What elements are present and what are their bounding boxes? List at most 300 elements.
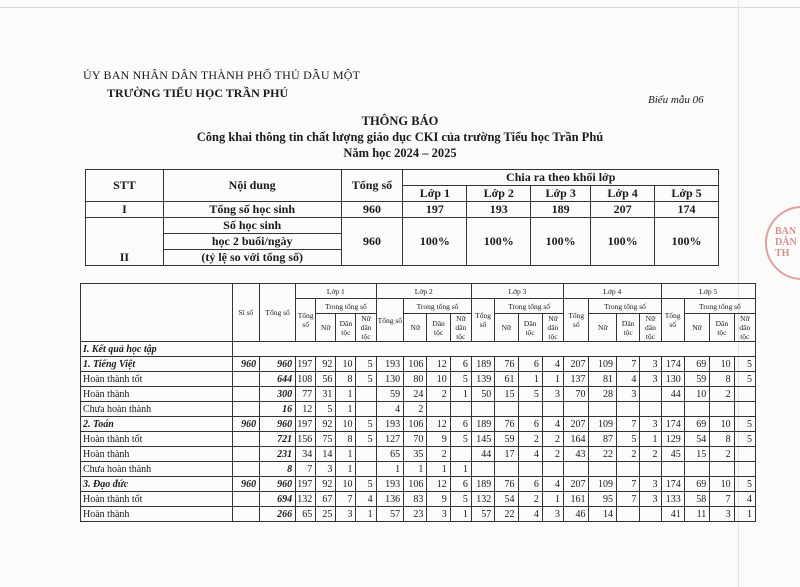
results-cell: 1 (542, 492, 563, 507)
results-cell (495, 462, 518, 477)
results-cell (564, 402, 589, 417)
results-h-tong-1: Tổng số (296, 299, 316, 342)
results-row-total: 960 (260, 477, 296, 492)
summary-h-stt: STT (86, 170, 164, 202)
summary-r1-stt: I (86, 202, 164, 218)
results-cell: 3 (640, 492, 661, 507)
results-cell: 69 (684, 417, 709, 432)
results-row (81, 432, 756, 447)
results-cell: 12 (427, 417, 450, 432)
results-h-trong-2: Trong tổng số (404, 299, 472, 314)
results-cell: 161 (564, 492, 589, 507)
results-cell: 5 (356, 477, 376, 492)
results-cell: 189 (471, 417, 494, 432)
results-h-nu-3: Nữ (495, 314, 518, 342)
results-h-grade-3: Lớp 3 (471, 284, 563, 299)
results-cell: 193 (376, 417, 404, 432)
results-h-nudantoc-5: Nữ dân tộc (734, 314, 755, 342)
results-cell: 1 (450, 507, 471, 522)
results-cell: 56 (316, 372, 336, 387)
results-cell: 132 (296, 492, 316, 507)
summary-r2-v4: 100% (591, 218, 655, 266)
results-cell: 5 (734, 477, 755, 492)
results-cell: 145 (471, 432, 494, 447)
results-row (81, 507, 756, 522)
summary-r1-v4: 207 (591, 202, 655, 218)
results-cell: 1 (336, 402, 356, 417)
results-cell (734, 387, 755, 402)
results-cell: 5 (617, 432, 640, 447)
results-cell (617, 462, 640, 477)
results-h-nudantoc-1: Nữ dân tộc (356, 314, 376, 342)
results-cell: 1 (336, 447, 356, 462)
results-row-label: Chưa hoàn thành (81, 402, 233, 417)
header-school: TRƯỜNG TIỂU HỌC TRẦN PHÚ (107, 86, 289, 100)
results-h-tong-3: Tổng số (471, 299, 494, 342)
results-cell: 2 (710, 447, 734, 462)
results-cell: 5 (356, 372, 376, 387)
results-cell: 59 (376, 387, 404, 402)
results-h-trong-3: Trong tổng số (495, 299, 564, 314)
results-cell: 174 (661, 357, 684, 372)
results-row (81, 357, 756, 372)
results-cell: 57 (376, 507, 404, 522)
results-cell: 54 (495, 492, 518, 507)
results-table (80, 283, 756, 522)
results-cell: 139 (471, 372, 494, 387)
results-h-dantoc-5: Dân tộc (710, 314, 734, 342)
results-h-tong-4: Tổng số (564, 299, 589, 342)
results-cell: 1 (542, 372, 563, 387)
summary-r1-v5: 174 (655, 202, 719, 218)
results-cell: 2 (640, 447, 661, 462)
results-cell: 58 (684, 492, 709, 507)
summary-r2-v1: 100% (403, 218, 467, 266)
results-cell: 50 (471, 387, 494, 402)
results-cell: 5 (356, 432, 376, 447)
results-cell: 189 (471, 357, 494, 372)
results-cell: 95 (589, 492, 617, 507)
results-cell: 4 (542, 357, 563, 372)
results-cell: 136 (376, 492, 404, 507)
results-cell (684, 402, 709, 417)
results-row-label: 3. Đạo đức (81, 477, 233, 492)
results-cell: 65 (376, 447, 404, 462)
results-cell: 164 (564, 432, 589, 447)
results-row (81, 387, 756, 402)
summary-r1-total: 960 (341, 202, 403, 218)
results-h-nu-2: Nữ (404, 314, 427, 342)
results-cell (450, 447, 471, 462)
results-cell: 10 (710, 357, 734, 372)
results-cell: 10 (336, 417, 356, 432)
results-cell: 28 (589, 387, 617, 402)
results-cell: 2 (427, 387, 450, 402)
results-h-dantoc-3: Dân tộc (518, 314, 542, 342)
results-cell: 6 (450, 357, 471, 372)
summary-r1-v3: 189 (531, 202, 591, 218)
summary-r1-v1: 197 (403, 202, 467, 218)
results-cell: 59 (684, 372, 709, 387)
results-cell: 4 (356, 492, 376, 507)
results-h-tong-5: Tổng số (661, 299, 684, 342)
results-h-grade-2: Lớp 2 (376, 284, 471, 299)
results-h-nu-1: Nữ (316, 314, 336, 342)
results-cell: 14 (316, 447, 336, 462)
results-cell: 17 (495, 447, 518, 462)
results-cell (356, 462, 376, 477)
results-cell: 92 (316, 417, 336, 432)
results-row-total: 960 (260, 417, 296, 432)
results-cell: 65 (296, 507, 316, 522)
results-cell: 92 (316, 477, 336, 492)
results-h-dantoc-4: Dân tộc (617, 314, 640, 342)
results-cell: 1 (640, 432, 661, 447)
results-cell: 2 (542, 432, 563, 447)
results-cell: 5 (734, 432, 755, 447)
results-cell: 2 (518, 492, 542, 507)
results-row-siso (232, 507, 260, 522)
results-cell: 108 (296, 372, 316, 387)
results-cell: 7 (617, 417, 640, 432)
results-cell: 35 (404, 447, 427, 462)
results-cell: 67 (316, 492, 336, 507)
summary-r2-label-2: học 2 buổi/ngày (163, 234, 341, 250)
results-cell: 1 (450, 387, 471, 402)
results-cell: 3 (640, 357, 661, 372)
results-cell (734, 447, 755, 462)
results-cell: 5 (734, 372, 755, 387)
results-cell: 2 (542, 447, 563, 462)
results-h-grade-5: Lớp 5 (661, 284, 756, 299)
results-cell: 87 (589, 432, 617, 447)
results-cell: 10 (710, 477, 734, 492)
results-cell: 6 (518, 357, 542, 372)
results-cell: 4 (518, 447, 542, 462)
results-cell (471, 462, 494, 477)
results-cell: 45 (661, 447, 684, 462)
results-cell: 22 (495, 507, 518, 522)
results-cell: 5 (356, 417, 376, 432)
results-row-total: 721 (260, 432, 296, 447)
results-h-trong-5: Trong tổng số (684, 299, 755, 314)
results-row (81, 492, 756, 507)
results-h-trong-1: Trong tổng số (316, 299, 376, 314)
results-cell: 9 (427, 432, 450, 447)
summary-grade-1: Lớp 1 (403, 186, 467, 202)
results-cell: 24 (404, 387, 427, 402)
results-cell: 1 (427, 462, 450, 477)
results-cell (710, 462, 734, 477)
results-cell: 3 (316, 462, 336, 477)
results-cell: 127 (376, 432, 404, 447)
results-cell (640, 402, 661, 417)
results-h-nudantoc-2: Nữ dân tộc (450, 314, 471, 342)
results-cell: 4 (617, 372, 640, 387)
results-row (81, 447, 756, 462)
results-cell: 174 (661, 417, 684, 432)
results-cell: 197 (296, 357, 316, 372)
results-cell: 133 (661, 492, 684, 507)
results-cell: 1 (356, 507, 376, 522)
results-row (81, 462, 756, 477)
results-cell: 2 (617, 447, 640, 462)
results-cell (734, 402, 755, 417)
results-row-total: 960 (260, 357, 296, 372)
results-cell: 76 (495, 477, 518, 492)
summary-h-total: Tổng số (341, 170, 403, 202)
results-cell: 189 (471, 477, 494, 492)
summary-r1-v2: 193 (467, 202, 531, 218)
results-cell: 106 (404, 357, 427, 372)
results-h-trong-4: Trong tổng số (589, 299, 661, 314)
results-cell: 44 (661, 387, 684, 402)
results-cell: 3 (336, 507, 356, 522)
summary-grade-5: Lớp 5 (655, 186, 719, 202)
results-cell: 15 (684, 447, 709, 462)
results-cell: 1 (450, 462, 471, 477)
results-cell (734, 462, 755, 477)
summary-r1-label: Tổng số học sinh (163, 202, 341, 218)
results-cell: 207 (564, 417, 589, 432)
results-cell: 76 (495, 357, 518, 372)
results-cell: 130 (376, 372, 404, 387)
results-cell: 43 (564, 447, 589, 462)
results-cell: 4 (542, 477, 563, 492)
results-cell: 193 (376, 357, 404, 372)
results-cell: 1 (404, 462, 427, 477)
results-cell: 7 (710, 492, 734, 507)
results-cell: 174 (661, 477, 684, 492)
results-cell: 8 (336, 372, 356, 387)
results-row-label: Hoàn thành (81, 387, 233, 402)
results-cell: 5 (450, 372, 471, 387)
results-cell: 5 (734, 417, 755, 432)
results-cell: 4 (376, 402, 404, 417)
summary-grade-3: Lớp 3 (531, 186, 591, 202)
results-cell: 197 (296, 417, 316, 432)
results-cell (661, 462, 684, 477)
results-cell: 5 (450, 432, 471, 447)
results-cell: 34 (296, 447, 316, 462)
results-cell: 59 (495, 432, 518, 447)
results-cell: 6 (450, 417, 471, 432)
results-cell: 3 (542, 387, 563, 402)
results-cell: 7 (617, 492, 640, 507)
scan-border-top (0, 7, 800, 8)
results-row-siso: 960 (232, 477, 260, 492)
results-cell: 3 (542, 507, 563, 522)
results-cell (564, 462, 589, 477)
results-cell (450, 402, 471, 417)
results-cell (495, 402, 518, 417)
results-cell: 1 (734, 507, 755, 522)
summary-r2-label-3: (tỷ lệ so với tổng số) (163, 250, 341, 266)
summary-r2-stt: II (86, 218, 164, 266)
results-cell: 5 (734, 357, 755, 372)
summary-r2-total: 960 (341, 218, 403, 266)
results-h-grade-1: Lớp 1 (296, 284, 377, 299)
results-row-total: 231 (260, 447, 296, 462)
results-cell (518, 402, 542, 417)
results-cell: 130 (661, 372, 684, 387)
results-cell: 10 (684, 387, 709, 402)
results-cell: 132 (471, 492, 494, 507)
results-cell: 1 (336, 462, 356, 477)
results-cell: 8 (336, 432, 356, 447)
results-cell (684, 462, 709, 477)
results-cell: 3 (710, 507, 734, 522)
results-cell: 3 (640, 417, 661, 432)
summary-r2-v3: 100% (531, 218, 591, 266)
results-cell (356, 387, 376, 402)
results-cell: 1 (376, 462, 404, 477)
results-cell: 106 (404, 417, 427, 432)
results-cell (542, 462, 563, 477)
form-number: Biểu mẫu 06 (648, 94, 704, 106)
results-cell (640, 462, 661, 477)
results-cell: 4 (518, 507, 542, 522)
results-cell: 4 (734, 492, 755, 507)
results-row (81, 417, 756, 432)
results-cell: 44 (471, 447, 494, 462)
results-cell: 23 (404, 507, 427, 522)
results-cell: 41 (661, 507, 684, 522)
results-h-dantoc-1: Dân tộc (336, 314, 356, 342)
results-h-tongso: Tổng số (260, 284, 296, 342)
results-row-siso (232, 387, 260, 402)
results-cell: 7 (617, 357, 640, 372)
results-cell: 31 (316, 387, 336, 402)
summary-h-by-grade: Chia ra theo khối lớp (403, 170, 719, 186)
results-cell: 61 (495, 372, 518, 387)
results-cell (356, 402, 376, 417)
results-cell: 5 (518, 387, 542, 402)
header-gov: ỦY BAN NHÂN DÂN THÀNH PHỐ THỦ DẦU MỘT (83, 68, 361, 82)
results-cell: 129 (661, 432, 684, 447)
results-cell: 10 (336, 477, 356, 492)
results-cell (518, 462, 542, 477)
summary-grade-2: Lớp 2 (467, 186, 531, 202)
results-cell (661, 402, 684, 417)
results-cell: 4 (542, 417, 563, 432)
results-cell: 75 (316, 432, 336, 447)
results-row-siso (232, 372, 260, 387)
doc-subtitle: Công khai thông tin chất lượng giáo dục CKI của trường Tiểu học Trần Phú (196, 130, 604, 144)
summary-r2-v5: 100% (655, 218, 719, 266)
results-cell: 70 (404, 432, 427, 447)
results-row-siso (232, 402, 260, 417)
results-row-label: Hoàn thành tốt (81, 492, 233, 507)
results-cell: 69 (684, 477, 709, 492)
results-cell: 6 (518, 417, 542, 432)
results-cell: 109 (589, 417, 617, 432)
results-cell: 8 (710, 432, 734, 447)
results-row-total: 16 (260, 402, 296, 417)
results-row (81, 372, 756, 387)
results-row-total: 694 (260, 492, 296, 507)
results-cell: 12 (427, 477, 450, 492)
results-cell: 2 (427, 447, 450, 462)
results-cell: 12 (296, 402, 316, 417)
results-cell (710, 402, 734, 417)
summary-h-content: Nội dung (163, 170, 341, 202)
results-cell: 81 (589, 372, 617, 387)
results-cell: 46 (564, 507, 589, 522)
results-h-dantoc-2: Dân tộc (427, 314, 450, 342)
results-row-label: Hoàn thành tốt (81, 432, 233, 447)
doc-title: THÔNG BÁO (361, 114, 439, 128)
results-h-nu-4: Nữ (589, 314, 617, 342)
results-cell: 83 (404, 492, 427, 507)
results-cell (640, 507, 661, 522)
results-row-siso: 960 (232, 357, 260, 372)
results-h-nu-5: Nữ (684, 314, 709, 342)
results-cell: 109 (589, 357, 617, 372)
results-cell: 2 (404, 402, 427, 417)
results-row-label: 1. Tiếng Việt (81, 357, 233, 372)
results-cell: 77 (296, 387, 316, 402)
results-cell: 5 (450, 492, 471, 507)
results-cell: 156 (296, 432, 316, 447)
results-row-siso (232, 447, 260, 462)
results-row-label: Hoàn thành (81, 447, 233, 462)
results-cell (356, 447, 376, 462)
results-cell: 207 (564, 477, 589, 492)
results-cell: 137 (564, 372, 589, 387)
results-row-total: 8 (260, 462, 296, 477)
results-cell: 1 (336, 387, 356, 402)
results-row-total: 300 (260, 387, 296, 402)
results-row-total: 644 (260, 372, 296, 387)
results-cell: 10 (427, 372, 450, 387)
results-cell: 2 (518, 432, 542, 447)
results-cell: 25 (316, 507, 336, 522)
results-cell (589, 462, 617, 477)
results-row-label: Hoàn thành tốt (81, 372, 233, 387)
doc-year: Năm học 2024 – 2025 (343, 146, 457, 160)
results-cell: 69 (684, 357, 709, 372)
results-cell (640, 387, 661, 402)
results-cell (542, 402, 563, 417)
results-h-label (81, 284, 233, 342)
results-row-siso (232, 432, 260, 447)
results-h-nudantoc-3: Nữ dân tộc (542, 314, 563, 342)
results-cell: 12 (427, 357, 450, 372)
results-cell: 22 (589, 447, 617, 462)
results-cell: 7 (617, 477, 640, 492)
results-cell: 6 (450, 477, 471, 492)
summary-r2-label-1: Số học sinh (163, 218, 341, 234)
summary-grade-4: Lớp 4 (591, 186, 655, 202)
summary-r2-v2: 100% (467, 218, 531, 266)
results-cell: 76 (495, 417, 518, 432)
results-cell (427, 402, 450, 417)
results-row (81, 402, 756, 417)
results-cell: 7 (296, 462, 316, 477)
results-h-grade-4: Lớp 4 (564, 284, 661, 299)
results-row-siso (232, 462, 260, 477)
results-row-label: 2. Toán (81, 417, 233, 432)
results-cell: 109 (589, 477, 617, 492)
results-row-siso: 960 (232, 417, 260, 432)
results-cell: 1 (518, 372, 542, 387)
results-h-siso: Sĩ số (232, 284, 260, 342)
results-cell: 54 (684, 432, 709, 447)
results-cell: 7 (336, 492, 356, 507)
results-cell: 6 (518, 477, 542, 492)
results-cell: 57 (471, 507, 494, 522)
